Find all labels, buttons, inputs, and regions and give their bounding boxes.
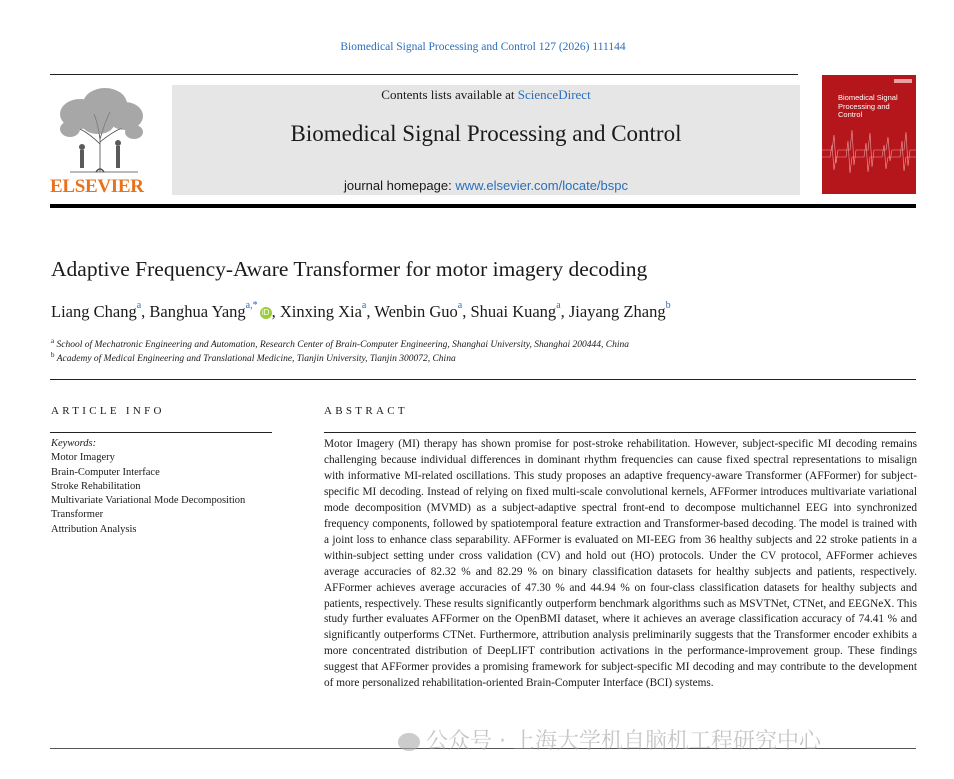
homepage-link[interactable]: www.elsevier.com/locate/bspc — [455, 178, 628, 193]
orcid-icon[interactable]: iD — [260, 307, 272, 319]
author-name[interactable]: Xinxing Xia — [279, 302, 362, 321]
section-rule — [50, 379, 916, 380]
cover-journal-title: Biomedical Signal Processing and Control — [838, 93, 898, 119]
keywords-block — [51, 437, 281, 537]
abstract-text: Motor Imagery (MI) therapy has shown promise for post-stroke rehabilitation. However, subject-specific MI decoding remains challenging because individual differences in dominant rhythm frequencies can cause fixed spectral representations to misalign with informative MI-related oscillations. This study proposes an adaptive frequency-aware Transformer (AFFormer) for subject-specific MI decoding. Instead of relying on fixed multi-scale convolutional kernels, AFFormer introduces multivariate variational mode decomposition (MVMD) as a subject-adaptive spectral front-end to decompose multichannel EEG into synchronized frequency components, followed by spatiotemporal feature extraction and Transformer-based decoding. The model is trained with a joint loss to enhance class separability. AFFormer is evaluated on MI-EEG from 36 healthy subjects and 22 stroke patients in a within-subject setting under cross validation (CV) and hold out (HO) protocols. Under the CV protocol, AFFormer achieves average accuracies of 82.32 % and 82.29 % on binary classification datasets for healthy subjects and patients, respectively. AFFormer achieves average accuracies of 47.30 % and 44.94 % on four-class classification datasets for healthy subjects and patients, respectively. These results significantly outperform benchmark algorithms such as MSVTNet, CTNet, and EEGNeX. This study further evaluates AFFormer on the OpenBMI dataset, where it achieves an average classification accuracy of 74.41 % and significantly outperforms CTNet. Furthermore, attribution analysis preliminarily suggests that the Transformer encoder exhibits a more concentrated distribution of DeepLIFT contribution activations in the performance-improvement group. These findings suggest that AFFormer provides a promising framework for subject-specific MI decoding and may contribute to the development of more personalized rehabilitation-oriented Brain-Computer Interface (BCI) systems. — [324, 438, 917, 690]
journal-banner — [172, 85, 800, 195]
contents-prefix: Contents lists available at — [381, 87, 518, 102]
keyword-item: Brain-Computer Interface — [51, 466, 160, 478]
keyword-item: Multivariate Variational Mode Decomposition — [51, 495, 246, 507]
author-name[interactable]: Banghua Yang — [149, 302, 246, 321]
contents-line — [172, 87, 800, 103]
affiliation-text: Academy of Medical Engineering and Translational Medicine, Tianjin University, Tianjin 300072, China — [56, 354, 456, 365]
author-affiliation-mark[interactable]: b — [665, 300, 671, 311]
keyword-item: Stroke Rehabilitation — [51, 480, 141, 492]
keyword-item: Attribution Analysis — [51, 523, 137, 535]
homepage-prefix: journal homepage: — [344, 178, 456, 193]
article-title: Adaptive Frequency-Aware Transformer for motor imagery decoding — [51, 257, 648, 281]
article-info-rule — [50, 432, 272, 433]
affiliation — [51, 337, 629, 350]
watermark-text: 公众号 · 上海大学机自脑机工程研究中心 — [426, 729, 821, 754]
keywords-label: Keywords: — [51, 438, 97, 449]
header-rule — [50, 74, 798, 75]
abstract-rule — [324, 432, 916, 433]
author-name[interactable]: Shuai Kuang — [470, 302, 557, 321]
author-name[interactable]: Jiayang Zhang — [568, 302, 666, 321]
journal-cover-thumbnail[interactable] — [822, 75, 916, 194]
author-affiliation-mark[interactable]: a — [136, 300, 142, 311]
abstract-heading: ABSTRACT — [324, 405, 408, 417]
journal-reference[interactable]: Biomedical Signal Processing and Control 127 (2026) 111144 — [340, 41, 626, 53]
elsevier-wordmark: ELSEVIER — [50, 176, 144, 197]
author-affiliation-mark[interactable]: a — [556, 300, 561, 311]
homepage-line — [172, 178, 800, 193]
header-thick-rule — [50, 204, 916, 208]
affiliation — [51, 351, 456, 364]
affiliation-mark: a — [51, 337, 55, 345]
wechat-icon — [398, 733, 420, 751]
affiliation-text: School of Mechatronic Engineering and Automation, Research Center of Brain-Computer Engineering, Shanghai University, Shanghai 200444, China — [56, 340, 629, 351]
author-name[interactable]: Liang Chang — [51, 302, 137, 321]
journal-title: Biomedical Signal Processing and Control — [290, 121, 682, 146]
affiliation-mark: b — [51, 351, 55, 359]
author-list: Liang Chang$^a$, Banghua Yang$^{a,*}$iD , Xinxing Xia$^a$, Wenbin Guo$^a$, Shuai Kuang$^a$, Jiayang Zhang$^b$ — [51, 300, 671, 321]
article-info-heading: ARTICLE INFO — [51, 405, 165, 417]
author-affiliation-mark[interactable]: a,* — [245, 300, 258, 311]
author-affiliation-mark[interactable]: a — [361, 300, 367, 311]
author-affiliation-mark[interactable]: a — [457, 300, 463, 311]
author-name[interactable]: Wenbin Guo — [374, 302, 458, 321]
keyword-item: Transformer — [51, 509, 104, 521]
sciencedirect-link[interactable]: ScienceDirect — [517, 87, 591, 102]
wechat-watermark — [398, 724, 821, 755]
keyword-item: Motor Imagery — [51, 452, 115, 464]
